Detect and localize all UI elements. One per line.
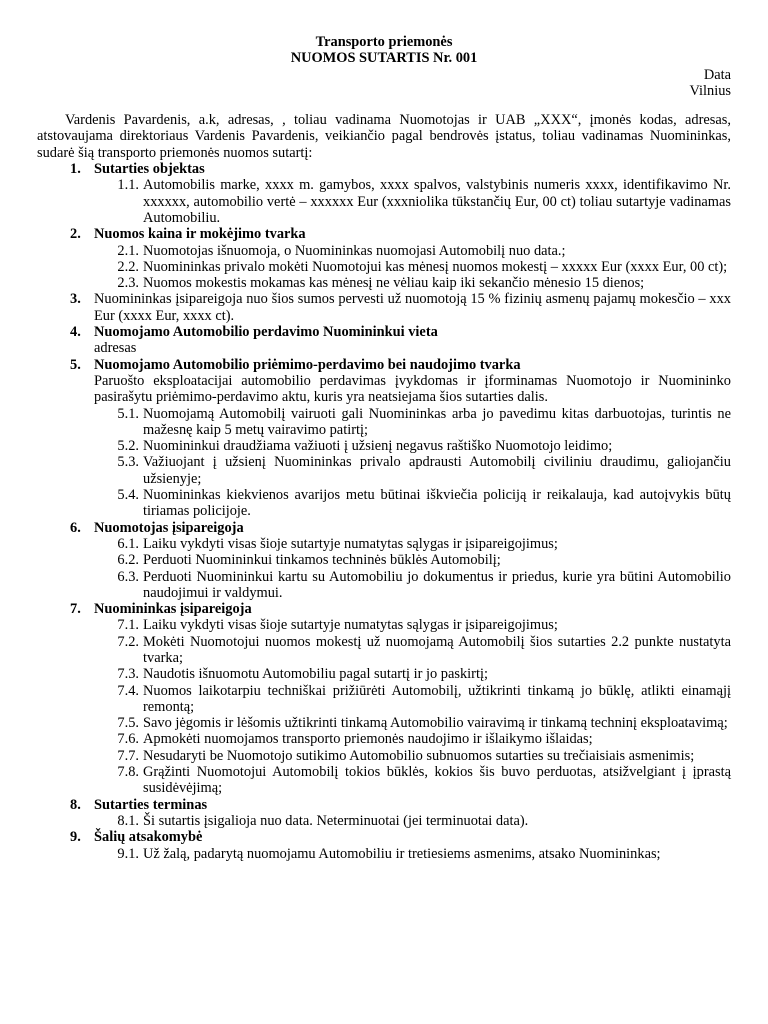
section-heading <box>37 829 731 845</box>
clause-text: Nuomojamą Automobilį vairuoti gali Nuomininkas arba jo pavedimu kitas darbuotojas, turintis ne mažesnę kaip 5 metų vairavimo patirtį; <box>143 405 731 438</box>
clause-number: 8.1. <box>117 812 139 829</box>
clause <box>37 552 731 568</box>
clause-text: Nuomotojas išnuomoja, o Nuomininkas nuomojasi Automobilį nuo data.; <box>143 242 566 259</box>
clause <box>37 683 731 716</box>
clause-number: 5.2. <box>117 438 139 455</box>
clause-number: 7.1. <box>117 617 139 634</box>
clause-text: Laiku vykdyti visas šioje sutartyje numatytas sąlygas ir įsipareigojimus; <box>143 535 558 552</box>
clause-number: 1.1. <box>117 177 139 194</box>
clause-number: 5.1. <box>117 405 139 422</box>
clause-text: Perduoti Nuomininkui tinkamos techninės būklės Automobilį; <box>143 552 501 569</box>
clause-text: Nuomininkas kiekvienos avarijos metu būtinai iškviečia policiją ir reikalauja, kad autoįvykis būtų tiriamas policijoje. <box>143 487 731 520</box>
clause-text: Nuomininkui draudžiama važiuoti į užsienį negavus raštiško Nuomotojo leidimo; <box>143 438 613 455</box>
clause <box>37 569 731 602</box>
clause-text: Važiuojant į užsienį Nuomininkas privalo apdrausti Automobilį civiliniu draudimu, galiojančiu užsienyje; <box>143 454 731 487</box>
section-text: adresas <box>94 340 137 357</box>
clause <box>37 748 731 764</box>
section-number: 6. <box>70 519 81 536</box>
section-title: Sutarties terminas <box>94 796 208 813</box>
clause <box>37 715 731 731</box>
clause <box>37 406 731 439</box>
clause <box>37 259 731 275</box>
clause-number: 6.3. <box>117 568 139 585</box>
clause-number: 7.7. <box>117 747 139 764</box>
clause <box>37 243 731 259</box>
document-date: Data <box>703 66 731 83</box>
intro-paragraph: Vardenis Pavardenis, a.k, adresas, , toliau vadinama Nuomotojas ir UAB „XXX“, įmonės kodas, adresas, atstovaujama direktoriaus Vardenis Pavardenis, veikiančio pagal bendrovės įstatus, toliau vadinamas Nuomininkas, sudarė šią transporto priemonės nuomos sutartį: <box>37 112 731 161</box>
clause-number: 5.4. <box>117 487 139 504</box>
section-heading <box>37 357 731 373</box>
section-1 <box>37 161 731 226</box>
section-title: Šalių atsakomybė <box>94 829 203 846</box>
section-text: Paruošto eksploatacijai automobilio perdavimas įvykdomas ir įforminamas Nuomotojo ir Nuomininko pasirašytu priėmimo-perdavimo aktu, kuris yra neatsiejama šios sutarties dalis. <box>94 372 731 406</box>
clause-number: 7.8. <box>117 764 139 781</box>
clause-number: 6.1. <box>117 535 139 552</box>
section-9 <box>37 829 731 862</box>
section-7 <box>37 601 731 797</box>
section-title: Nuomojamo Automobilio perdavimo Nuomininkui vieta <box>94 324 438 341</box>
section-text: Nuomininkas įsipareigoja nuo šios sumos pervesti už nuomotoją 15 % fizinių asmenų pajamų mokesčio – xxx Eur (xxxx Eur, xxxx ct). <box>94 291 731 324</box>
section-plain <box>37 291 731 324</box>
clause-number: 7.3. <box>117 666 139 683</box>
clause-number: 2.2. <box>117 258 139 275</box>
section-heading <box>37 520 731 536</box>
clause-number: 2.1. <box>117 242 139 259</box>
clause <box>37 275 731 291</box>
section-title: Nuomotojas įsipareigoja <box>94 519 244 536</box>
section-number: 3. <box>70 291 81 308</box>
section-number: 1. <box>70 161 81 178</box>
clause <box>37 764 731 797</box>
clause <box>37 634 731 667</box>
clause-number: 7.2. <box>117 633 139 650</box>
clause-number: 7.5. <box>117 715 139 732</box>
clause-number: 2.3. <box>117 275 139 292</box>
document-title-line1: Transporto priemonės <box>315 34 453 50</box>
clause-text: Savo jėgomis ir lėšomis užtikrinti tinkamą Automobilio vairavimą ir tinkamą techninį eksploatavimą; <box>143 715 728 732</box>
clause-number: 9.1. <box>117 845 139 862</box>
clause-number: 7.6. <box>117 731 139 748</box>
clause-text: Ši sutartis įsigalioja nuo data. Neterminuotai (jei terminuotai data). <box>143 812 529 829</box>
section-6 <box>37 520 731 601</box>
section-heading <box>37 161 731 177</box>
clause-text: Automobilis marke, xxxx m. gamybos, xxxx spalvos, valstybinis numeris xxxx, identifikavimo Nr. xxxxxx, automobilio vertė – xxxxxx Eur (xxxniolika tūkstančių Eur, 00 ct) toliau sutartyje vadinamas Automobiliu. <box>143 177 731 226</box>
document-title-line2: NUOMOS SUTARTIS Nr. 001 <box>290 50 478 67</box>
section-number: 7. <box>70 601 81 618</box>
section-title: Nuomininkas įsipareigoja <box>94 601 252 618</box>
section-4 <box>37 324 731 357</box>
clause <box>37 536 731 552</box>
section-title: Nuomos kaina ir mokėjimo tvarka <box>94 226 306 243</box>
clause-text: Naudotis išnuomotu Automobiliu pagal sutartį ir jo paskirtį; <box>143 666 488 683</box>
clause <box>37 177 731 226</box>
clause-number: 7.4. <box>117 682 139 699</box>
clause <box>37 666 731 682</box>
section-heading <box>37 601 731 617</box>
clause <box>37 846 731 862</box>
section-title: Sutarties objektas <box>94 161 205 178</box>
clause-text: Mokėti Nuomotojui nuomos mokestį už nuomojamą Automobilį šios sutarties 2.2 punkte nustatyta tvarka; <box>143 633 731 666</box>
document-city: Vilnius <box>689 82 731 99</box>
section-number: 8. <box>70 796 81 813</box>
clause <box>37 731 731 747</box>
clause-text: Grąžinti Nuomotojui Automobilį tokios būklės, kokios šis buvo perduotas, atsižvelgiant į įprastą susidėvėjimą; <box>143 764 731 797</box>
clause-number: 5.3. <box>117 454 139 471</box>
clause-text: Nesudaryti be Nuomotojo sutikimo Automobilio subnuomos sutarties su trečiaisiais asmenimis; <box>143 747 695 764</box>
section-number: 2. <box>70 226 81 243</box>
section-heading <box>37 226 731 242</box>
clause <box>37 813 731 829</box>
section-8 <box>37 797 731 830</box>
clause-text: Nuomos laikotarpiu techniškai prižiūrėti Automobilį, užtikrinti tinkamą jo būklę, atlikti einamąjį remontą; <box>143 682 731 715</box>
section-3 <box>37 291 731 324</box>
clause <box>37 454 731 487</box>
clause-text: Apmokėti nuomojamos transporto priemonės naudojimo ir išlaikymo išlaidas; <box>143 731 593 748</box>
clause <box>37 438 731 454</box>
clause <box>37 617 731 633</box>
clause-text: Laiku vykdyti visas šioje sutartyje numatytas sąlygas ir įsipareigojimus; <box>143 617 558 634</box>
section-heading <box>37 324 731 340</box>
clause-text: Nuomos mokestis mokamas kas mėnesį ne vėliau kaip iki sekančio mėnesio 15 dienos; <box>143 275 645 292</box>
section-title: Nuomojamo Automobilio priėmimo-perdavimo bei naudojimo tvarka <box>94 356 521 373</box>
clause-text: Nuomininkas privalo mokėti Nuomotojui kas mėnesį nuomos mokestį – xxxxx Eur (xxxx Eur, 00 ct); <box>143 258 728 275</box>
section-heading <box>37 797 731 813</box>
section-5 <box>37 357 731 520</box>
section-number: 9. <box>70 829 81 846</box>
section-2 <box>37 226 731 291</box>
section-number: 5. <box>70 356 81 373</box>
section-number: 4. <box>70 324 81 341</box>
clause <box>37 487 731 520</box>
clause-text: Perduoti Nuomininkui kartu su Automobiliu jo dokumentus ir priedus, kurie yra būtini Automobilio naudojimui ir valdymui. <box>143 568 731 601</box>
clause-number: 6.2. <box>117 552 139 569</box>
clause-text: Už žalą, padarytą nuomojamu Automobiliu ir tretiesiems asmenims, atsako Nuomininkas; <box>143 845 661 862</box>
